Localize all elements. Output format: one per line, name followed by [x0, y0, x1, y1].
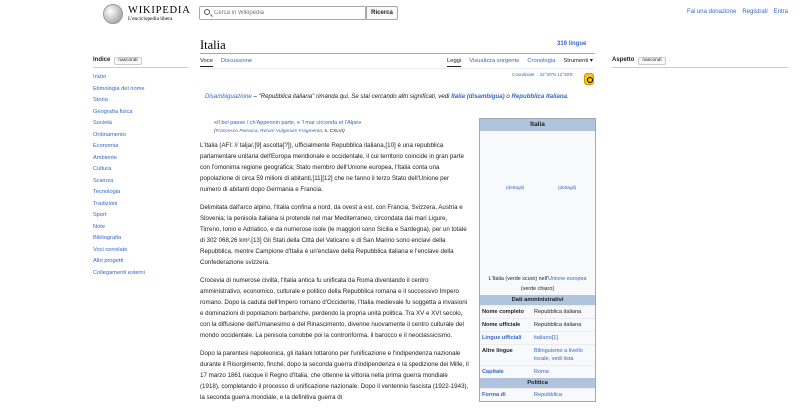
hatnote-text: o [504, 93, 512, 100]
infobox-value[interactable]: Roma [534, 369, 549, 375]
epigraph-quote: «Il bel paese / ch'Appennin parte, e 'l mar circonda et l'Alpe» (Francesco Petrarca, Rerum Vulgarium Fragmenta, s. CXLVI) [214, 120, 362, 134]
toc-item[interactable]: Ordinamento [93, 131, 126, 138]
toc-item[interactable]: Sport [93, 212, 107, 218]
caption-text: (verde chiaro) [520, 285, 555, 292]
user-links [687, 9, 788, 15]
search-icon [204, 9, 210, 15]
appearance-divider [612, 67, 788, 68]
tab-visualizza-sorgente[interactable]: Visualizza sorgente [469, 58, 520, 64]
coordinates [512, 72, 573, 77]
infobox-section-admin: Dati amministrativi [480, 295, 595, 305]
tab-cronologia[interactable]: Cronologia [527, 58, 556, 64]
tabs-divider [200, 68, 595, 69]
caption-link[interactable]: Unione europea [548, 276, 587, 282]
appearance-title: Aspetto [612, 57, 635, 63]
infobox-row [480, 344, 595, 365]
toc-title: Indice [93, 57, 111, 63]
infobox-key: Nome ufficiale [482, 322, 521, 328]
toc-item[interactable]: Inizio [93, 74, 107, 80]
emblem-details-link[interactable]: (dettagli) [558, 185, 577, 190]
toc-item[interactable]: Ambiente [93, 154, 118, 161]
toc-item[interactable]: Cultura [93, 166, 112, 172]
paragraph: Dopo la parentesi napoleonica, gli italiani lottarono per l'unificazione e l'indipendenza nazionale durante il Risorgimento, finché, dopo la seconda guerra d'indipendenza e la spedizione dei Mille, il 17 marzo 1861 nacque il Regno d'Italia, che ottenne la vittoria nella prima guerra mondiale (1918), completando il processo di unificazione nazionale. Dopo il ventennio fascista (1922-1943), la seconda guerra mondiale, e la definitiva guerra di [200, 350, 469, 401]
infobox-images [480, 131, 595, 273]
infobox-row [480, 331, 595, 344]
disambiguation-hatnote [205, 91, 591, 102]
view-tabs [447, 58, 593, 67]
logo-wordmark[interactable]: WIKIPEDIA [128, 5, 191, 16]
toc-divider [93, 67, 188, 68]
flag-image[interactable] [484, 135, 536, 179]
toc-item[interactable]: Economia [93, 143, 119, 149]
infobox-row [480, 388, 595, 401]
quote-work[interactable]: Rerum Vulgarium Fragmenta [260, 128, 322, 134]
toc-item[interactable]: Collegamenti esterni [93, 269, 145, 276]
article-body [200, 140, 469, 410]
tab-voce[interactable]: Voce [200, 58, 213, 67]
quote-author[interactable]: Francesco Petrarca [215, 128, 258, 134]
infobox-key[interactable]: Capitale [482, 369, 504, 375]
infobox [479, 118, 596, 402]
hatnote-text: . [567, 93, 569, 100]
infobox-row [480, 318, 595, 331]
infobox-value[interactable]: Repubblica [534, 392, 562, 398]
logo-tagline: L'enciclopedia libera [128, 16, 173, 22]
search-input[interactable] [214, 7, 362, 19]
tab-discussione[interactable]: Discussione [220, 58, 253, 64]
donate-link[interactable]: Fai una donazione [686, 9, 737, 15]
language-button[interactable]: 319 lingue [557, 41, 587, 47]
paragraph: Crocevia di numerose civiltà, l'Italia antica fu unificata da Roma diventando il centro amministrativo, economico, culturale e politico della Repubblica romana e il successivo Impero romano. Dopo la caduta dell'Impero romano d'Occidente, l'Italia medievale fu soggetta a invasioni e dominazioni di popolazioni barbariche, perdendo la propria unità politica. Tra XV e XVI secolo, con la diffusione dell'Umanesimo e del Rinascimento, divenne nuovamente il centro culturale del mondo occidentale. La penisola conobbe poi la controriforma, il barocco e il neoclassicismo. [200, 277, 468, 339]
infobox-key[interactable]: Lingue ufficiali [482, 335, 522, 341]
paragraph: Delimitata dall'arco alpino, l'Italia confina a nord, da ovest a est, con Francia, Svizzera, Austria e Slovenia; la penisola italiana si protende nel mar Mediterraneo, circondata dai mari Ligure, Tirreno, Ionio e Adriatico, e da numerose isole (le maggiori sono Sicilia e Sardegna), per un totale di 302 068,26 km².[13] Gli Stati della Città del Vaticano e di San Marino sono enclavi della Repubblica, mentre Campione d'Italia è un'enclave della Repubblica italiana e l'enclave della Confederazione svizzera. [200, 204, 467, 266]
paragraph: L'Italia (AFI: /iˈtalja/,[9] ascolta[?]), ufficialmente Repubblica italiana,[10] è una repubblica parlamentare unitaria dell'Europa meridionale e occidentale, il cui territorio coincide in gran parte con l'omonima regione geografica; Stato membro dell'Unione europea, l'Italia conta una popolazione di circa 59 milioni di abitanti,[11][12] che ne fanno il terzo Stato dell'Unione per numero di abitanti dopo Germania e Francia. [200, 142, 464, 193]
namespace-tabs [200, 58, 252, 67]
title-divider [200, 53, 595, 54]
toc-item[interactable]: Storia [93, 97, 108, 103]
coordinates-label[interactable]: Coordinate [512, 72, 535, 77]
quote-text[interactable]: Il bel paese / ch'Appennin parte, e 'l mar circonda et l'Alpe [217, 120, 359, 126]
infobox-key: Nome completo [482, 309, 524, 315]
infobox-row [480, 365, 595, 378]
appearance-hide-button[interactable]: nascondi [638, 57, 665, 65]
toc-header [93, 57, 142, 65]
search-button[interactable]: Ricerca [366, 6, 398, 20]
tab-leggi[interactable]: Leggi [447, 58, 461, 67]
toc-item[interactable]: Tecnologia [93, 189, 121, 195]
quote-ref: , s. CXLVI [321, 128, 344, 134]
register-link[interactable]: Registrati [742, 9, 768, 15]
toc-item[interactable]: Etimologia del nome [93, 85, 145, 92]
quote-close: » [358, 120, 362, 126]
toc-item[interactable]: Scienza [93, 177, 114, 184]
infobox-row [480, 305, 595, 318]
infobox-value[interactable]: italiano[1] [534, 335, 558, 341]
wikipedia-globe-logo[interactable] [103, 4, 123, 24]
coordinates-value[interactable]: 42°30′N 12°30′E [539, 72, 574, 77]
infobox-section-politics: Politica [480, 378, 595, 388]
toc-item[interactable]: Tradizioni [93, 200, 118, 207]
spoken-audio-icon[interactable] [584, 73, 594, 85]
infobox-title: Italia [480, 119, 595, 131]
table-of-contents [93, 72, 145, 279]
login-link[interactable]: Entra [773, 9, 788, 15]
infobox-value: Repubblica italiana [534, 309, 582, 315]
infobox-key[interactable]: Forma di [482, 392, 506, 398]
caption-text: L'Italia (verde scuro) nell' [488, 276, 549, 282]
hatnote-link[interactable]: Repubblica Italiana [511, 93, 568, 100]
hatnote-link[interactable]: Italia (disambigua) [451, 93, 505, 100]
toc-item[interactable]: Altri progetti [93, 258, 124, 264]
tools-menu[interactable]: Strumenti ▾ [563, 58, 593, 64]
toc-item[interactable]: Bibliografia [93, 235, 122, 241]
appearance-header [612, 57, 666, 65]
quote-sep: , [257, 128, 261, 134]
hatnote-text: – "Repubblica italiana" rimanda qui. Se stai cercando altri significati, vedi [251, 93, 452, 100]
map-caption [480, 273, 595, 295]
toc-item[interactable]: Società [93, 120, 112, 126]
infobox-value[interactable]: Bilinguismo a livello locale, vedi lista [534, 348, 583, 362]
toc-item[interactable]: Note [93, 223, 106, 230]
toc-hide-button[interactable]: nascondi [114, 57, 141, 65]
page-title: Italia [200, 38, 226, 52]
quote-open: « [214, 120, 218, 126]
infobox-value: Repubblica italiana [534, 322, 582, 328]
toc-item[interactable]: Geografia fisica [93, 108, 133, 115]
hatnote-link[interactable]: Disambiguazione [205, 93, 252, 100]
toc-item[interactable]: Voci correlate [93, 246, 128, 253]
flag-details-link[interactable]: (dettagli) [506, 185, 525, 190]
infobox-key: Altre lingue [482, 348, 513, 354]
